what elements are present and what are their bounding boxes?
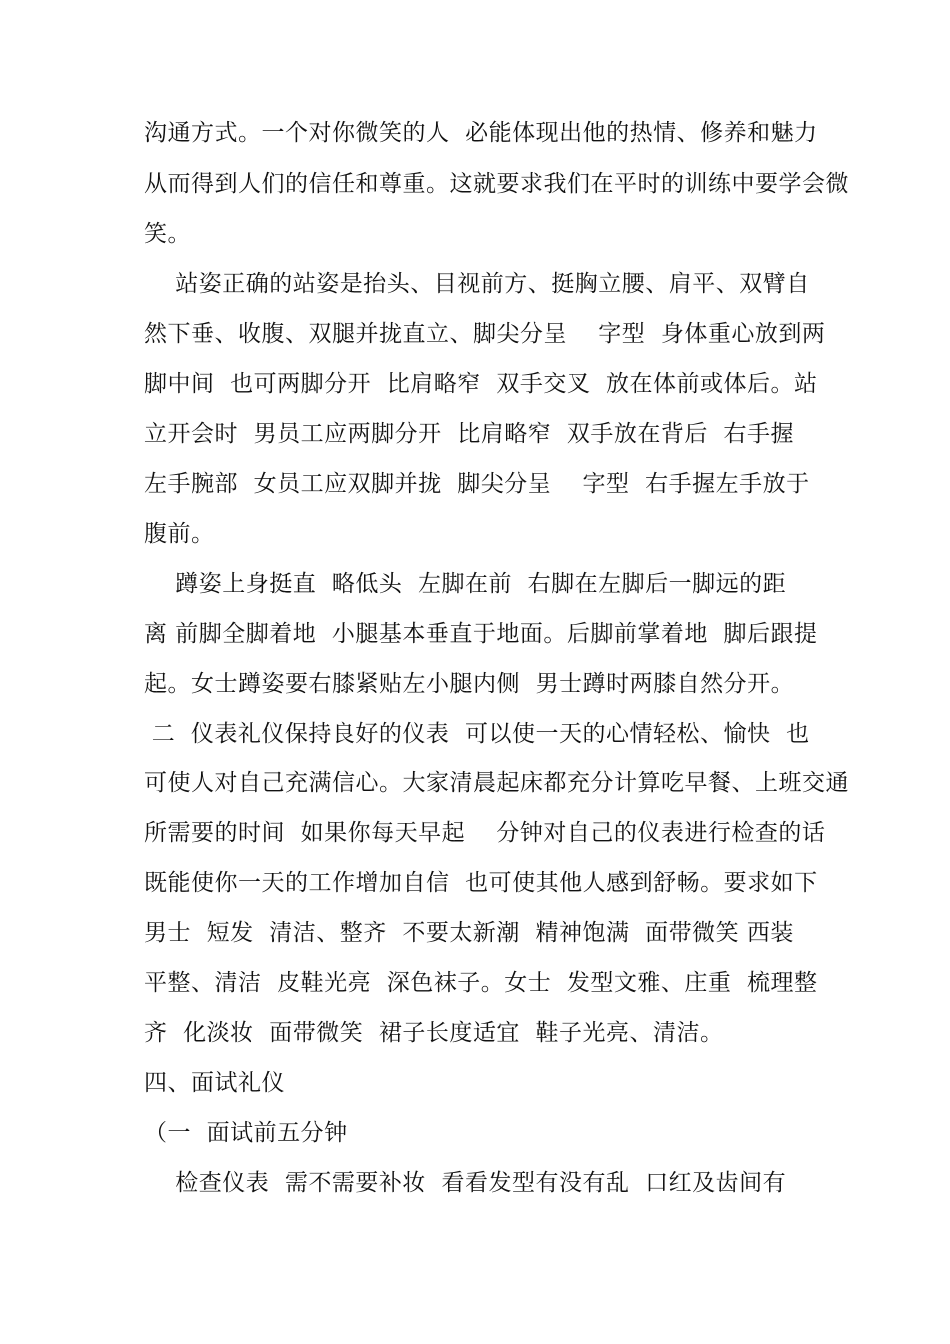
text-line: 然下垂、收腹、双腿并拢直立、脚尖分呈 字型 身体重心放到两: [144, 321, 826, 347]
text-line: 从而得到人们的信任和尊重。这就要求我们在平时的训练中要学会微: [144, 171, 849, 197]
text-line: 二 仪表礼仪保持良好的仪表 可以使一天的心情轻松、愉快 也: [144, 721, 810, 747]
text-line: 男士 短发 清洁、整齐 不要太新潮 精神饱满 面带微笑 西装: [144, 920, 794, 946]
text-line: 所需要的时间 如果你每天早起 分钟对自己的仪表进行检查的话: [144, 820, 826, 846]
text-line: 可使人对自己充满信心。大家清晨起床都充分计算吃早餐、上班交通: [144, 770, 849, 796]
text-line: 离 前脚全脚着地 小腿基本垂直于地面。后脚前掌着地 脚后跟提: [144, 621, 818, 647]
text-line: 站姿正确的站姿是抬头、目视前方、挺胸立腰、肩平、双臂自: [144, 271, 810, 297]
text-line: 检查仪表 需不需要补妆 看看发型有没有乱 口红及齿间有: [144, 1170, 787, 1196]
text-line: 左手腕部 女员工应双脚并拢 脚尖分呈 字型 右手握左手放于: [144, 471, 810, 497]
text-line: 脚中间 也可两脚分开 比肩略窄 双手交叉 放在体前或体后。站: [144, 371, 818, 397]
text-line: 既能使你一天的工作增加自信 也可使其他人感到舒畅。要求如下: [144, 870, 818, 896]
text-line: 齐 化淡妆 面带微笑 裙子长度适宜 鞋子光亮、清洁。: [144, 1020, 724, 1046]
text-line: 平整、清洁 皮鞋光亮 深色袜子。女士 发型文雅、庄重 梳理整: [144, 970, 818, 996]
text-line: 立开会时 男员工应两脚分开 比肩略窄 双手放在背后 右手握: [144, 421, 794, 447]
text-line: 笑。: [144, 221, 191, 247]
text-line: 腹前。: [144, 521, 215, 547]
subsection-heading: （一 面试前五分钟: [144, 1120, 348, 1146]
text-line: 起。女士蹲姿要右膝紧贴左小腿内侧 男士蹲时两膝自然分开。: [144, 671, 795, 697]
section-heading: 四、面试礼仪: [144, 1070, 285, 1096]
text-line: 蹲姿上身挺直 略低头 左脚在前 右脚在左脚后一脚远的距: [144, 571, 787, 597]
text-line: 沟通方式。一个对你微笑的人 必能体现出他的热情、修养和魅力: [144, 120, 818, 146]
